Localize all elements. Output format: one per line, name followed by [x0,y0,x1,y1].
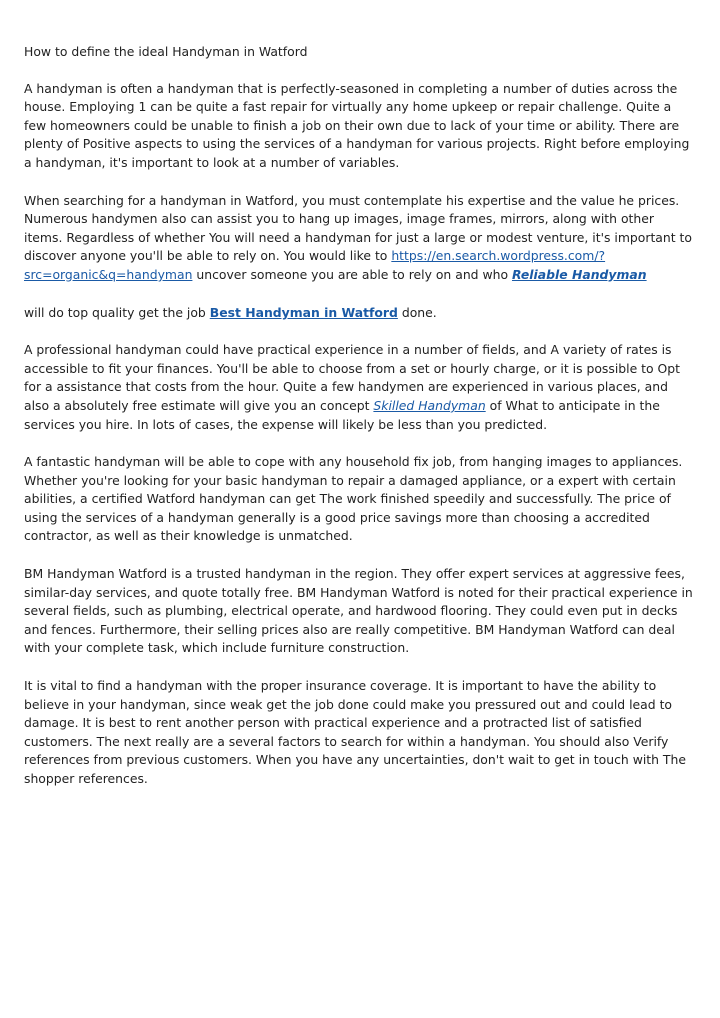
paragraph-professional-text-before: A professional handyman could have practical experience in a number of fields, and A variety of rates is accessible to fit your finances. You'll be able to choose from a set or hourly charge, or it is possible to Opt for a assistance that costs from the hour. Quite a few handymen are experienced in various places, and also a absolutely free estimate will give you an concept [24,342,681,413]
paragraph-insurance: It is vital to find a handyman with the proper insurance coverage. It is important to have the ability to believe in your handyman, since weak get the job done could make you pressured out and could lead to damage. It is best to rent another person with practical experience and a protracted list of satisfied customers. The next really are a several factors to search for within a handyman. You should also Verify references from previous customers. When you have any uncertainties, don't wait to get in touch with The shopper references. [24,678,686,786]
skilled-handyman-link[interactable]: Skilled Handyman [373,397,486,413]
paragraph-quality-text-before: will do top quality get the job [24,304,210,320]
document-page [24,43,696,808]
reliable-handyman-link[interactable]: Reliable Handyman [511,266,647,282]
paragraph-professional [24,341,696,434]
best-handyman-link[interactable]: Best Handyman in Watford [209,304,398,320]
paragraph-bm-handyman: BM Handyman Watford is a trusted handyman in the region. They offer expert services at aggressive fees, similar-day services, and quote totally free. BM Handyman Watford is noted for their practical experience in several fields, such as plumbing, electrical operate, and hardwood flooring. They could even put in decks and fences. Furthermore, their selling prices also are really competitive. BM Handyman Watford can deal with your complete task, which include furniture construction. [24,566,693,656]
paragraph-quality [24,304,696,323]
paragraph-searching-text-middle: uncover someone you are able to rely on and who [192,266,512,282]
paragraph-fantastic: A fantastic handyman will be able to cope with any household fix job, from hanging images to appliances. Whether you're looking for your basic handyman to repair a damaged appliance, or a expert with certain abilities, a certified Watford handyman can get The work finished speedily and successfully. The price of using the services of a handyman generally is a good price savings more than choosing a accredited contractor, as well as their knowledge is unmatched. [24,454,683,544]
document-title: How to define the ideal Handyman in Watford [24,44,308,59]
wordpress-search-link[interactable]: https://en.search.wordpress.com/?src=organic&q=handyman [24,248,606,282]
paragraph-searching-text-before: When searching for a handyman in Watford, you must contemplate his expertise and the value he prices. Numerous handymen also can assist you to hang up images, image frames, mirrors, along with other items. Regardless of whether You will need a handyman for just a large or modest venture, it's important to discover anyone you'll be able to rely on. You would like to [24,192,692,264]
paragraph-searching [24,192,696,285]
paragraph-quality-text-after: done. [397,304,437,320]
paragraph-professional-text-after: of What to anticipate in the services you hire. In lots of cases, the expense will likely be less than you predicted. [24,397,660,432]
paragraph-intro: A handyman is often a handyman that is perfectly-seasoned in completing a number of duties across the house. Employing 1 can be quite a fast repair for virtually any home upkeep or repair challenge. Quite a few homeowners could be unable to finish a job on their own due to lack of your time or ability. There are plenty of Positive aspects to using the services of a handyman for various projects. Right before employing a handyman, it's important to look at a number of variables. [24,80,690,170]
